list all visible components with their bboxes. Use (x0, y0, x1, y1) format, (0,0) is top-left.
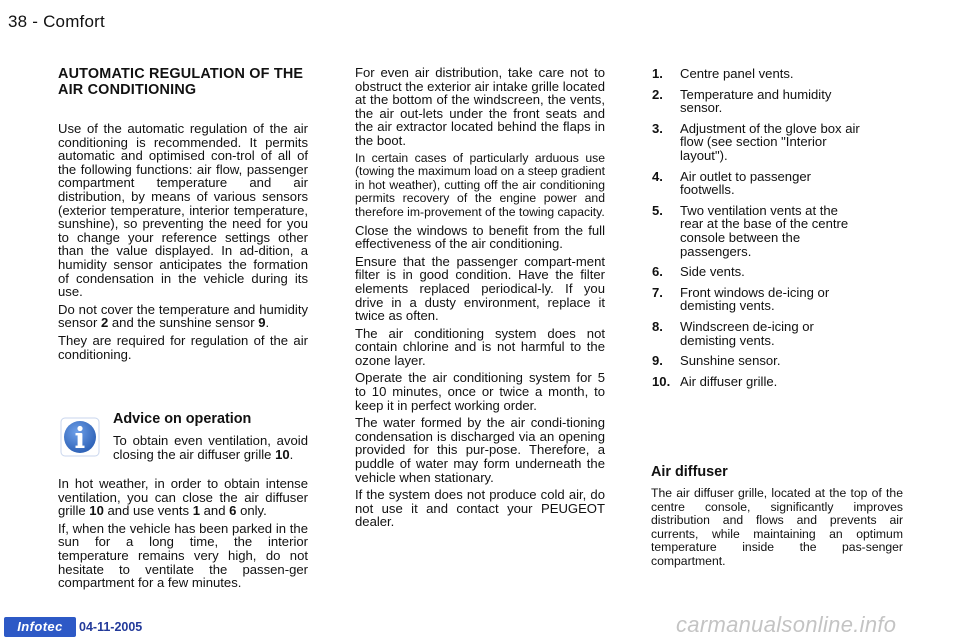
list-item: 1. Centre panel vents. (652, 66, 794, 81)
diffuser-paragraph: The air diffuser grille, located at the top of the centre console, significantly improves distribution and flows and prevents air currents, while maintaining an optimum temperature inside the pas-senger compartment. (651, 486, 903, 568)
list-item: 5. Two ventilation vents at the rear at the base of the centre console between the passengers. (652, 202, 849, 259)
advice-text (58, 477, 308, 594)
legend-list (652, 67, 862, 395)
list-item: 2. Temperature and humidity sensor. (652, 86, 832, 116)
main-heading: AUTOMATIC REGULATION OF THE AIR CONDITIONING (58, 66, 304, 98)
towing-paragraph: In certain cases of particularly arduous use (towing the maximum load on a steep gradient in hot weather), cutting off the air conditioning permits recovery of the engine power and therefore im-provement of the towing capacity. (355, 150, 605, 219)
list-item: 4. Air outlet to passenger footwells. (652, 168, 812, 198)
infotec-logo: Infotec (4, 617, 76, 637)
regulation-paragraph: They are required for regulation of the air conditioning. (58, 332, 308, 362)
chlorine-paragraph: The air conditioning system does not contain chlorine and is not harmful to the ozone layer. (355, 325, 605, 368)
section-title: Comfort (43, 12, 105, 31)
dealer-paragraph: If the system does not produce cold air, do not use it and contact your PEUGEOT dealer. (355, 487, 605, 530)
list-item: 10. Air diffuser grille. (652, 373, 778, 389)
filter-paragraph: Ensure that the passenger compart-ment filter is in good condition. Have the filter elements replaced periodical-ly. If you drive in a dusty environment, replace it twice as often. (355, 253, 605, 324)
list-item: 7. Front windows de-icing or demisting vents. (652, 284, 830, 314)
list-item: 3. Adjustment of the glove box air flow (see section "Interior layout"). (652, 120, 860, 163)
condensation-paragraph: The water formed by the air condi-tioning condensation is discharged via an opening provided for this pur-pose. Therefore, a puddle of water may form underneath the vehicle when stationary. (355, 415, 605, 485)
column-1-text (58, 122, 308, 365)
advice-paragraph-1: To obtain even ventilation, avoid closing the air diffuser grille 10. (113, 433, 308, 462)
watermark: carmanualsonline.info (676, 612, 897, 637)
windows-paragraph: Close the windows to benefit from the full effectiveness of the air conditioning. (355, 222, 605, 252)
info-icon (60, 417, 100, 457)
intro-paragraph: Use of the automatic regulation of the air conditioning is recommended. It permits automatic and optimised con-trol of all of the following functions: air flow, passenger compartment temperature and air distribution, by means of various sensors (exterior temperature, interior temperature, sunshine), so preventing the need for you to change your reference settings other than the value displayed. In ad-dition, a humidity sensor anticipates the formation of condensation in the vehicle during its use. (58, 121, 308, 300)
advice-paragraph-3: If, when the vehicle has been parked in the sun for a long time, the interior temperature remains very high, do not hesitate to ventilate the passen-ger compartment for a few minutes. (58, 520, 308, 591)
sensor-paragraph: Do not cover the temperature and humidity sensor 2 and the sunshine sensor 9. (58, 301, 308, 331)
operate-paragraph: Operate the air conditioning system for 5 to 10 minutes, once or twice a month, to keep it in perfect working order. (355, 370, 605, 413)
advice-paragraph-2: In hot weather, in order to obtain intense ventilation, you can close the air diffuser grille 10 and use vents 1 and 6 only. (58, 476, 308, 519)
advice-intro (113, 434, 308, 465)
list-item: 8. Windscreen de-icing or demisting vents. (652, 318, 814, 348)
page-header (8, 12, 105, 32)
page-number: 38 (8, 12, 28, 31)
footer-date: 04-11-2005 (79, 620, 143, 634)
list-item: 6. Side vents. (652, 264, 745, 280)
diffuser-text (651, 487, 903, 573)
distribution-paragraph: For even air distribution, take care not to obstruct the exterior air intake grille located at the bottom of the windscreen, the vents, the air out-lets under the front seats and the air extractor located behind the flaps in the boot. (355, 65, 605, 148)
header-separator: - (32, 12, 39, 31)
column-2-text (355, 66, 605, 533)
list-item: 9. Sunshine sensor. (652, 353, 781, 369)
advice-heading: Advice on operation (113, 411, 252, 427)
diffuser-heading: Air diffuser (651, 464, 728, 480)
